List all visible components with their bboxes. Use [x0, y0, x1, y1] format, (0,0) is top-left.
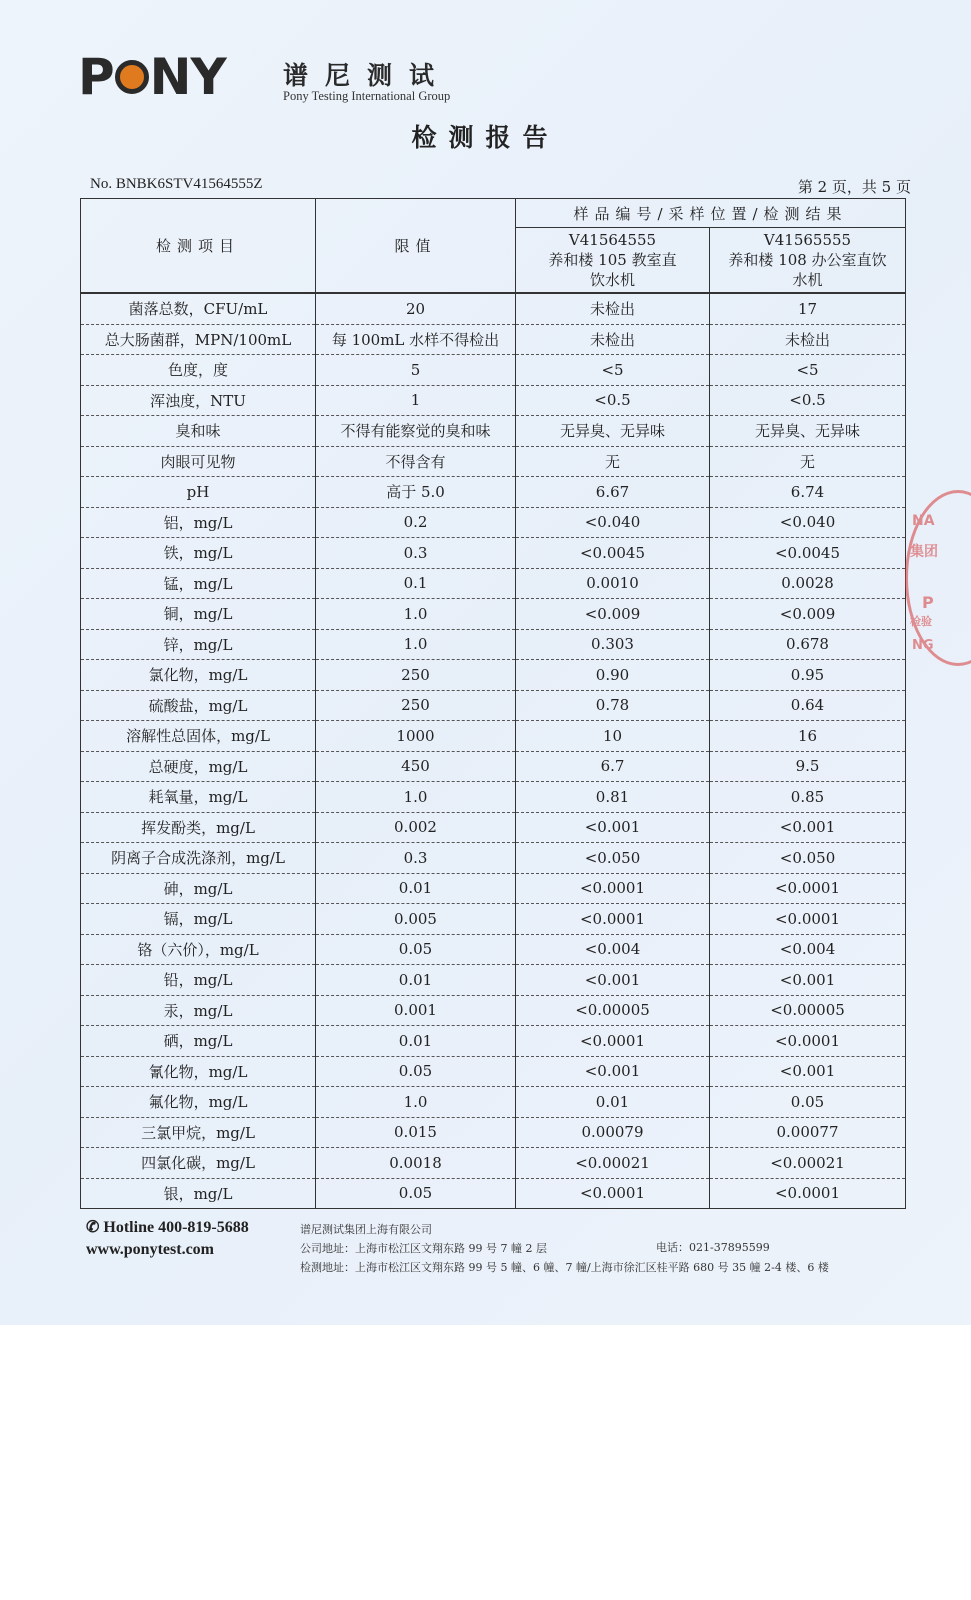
cell-result-2: 16: [710, 721, 906, 752]
table-row: [81, 599, 906, 630]
cell-result-1: <0.5: [516, 385, 710, 416]
cell-limit: 1000: [316, 721, 516, 752]
cell-item: 镉，mg/L: [81, 904, 316, 935]
cell-result-1: <0.004: [516, 934, 710, 965]
cell-item: 砷，mg/L: [81, 873, 316, 904]
table-row: [81, 446, 906, 477]
cell-limit: 0.3: [316, 843, 516, 874]
phone-icon: ✆: [86, 1219, 100, 1236]
cell-item: 氰化物，mg/L: [81, 1056, 316, 1087]
cell-item: 色度，度: [81, 355, 316, 386]
cell-limit: 不得有能察觉的臭和味: [316, 416, 516, 447]
logo-wordmark: P NY: [78, 48, 226, 106]
logo-o-mark: [115, 60, 149, 94]
cell-result-2: <0.001: [710, 965, 906, 996]
table-row: [81, 324, 906, 355]
cell-limit: 0.05: [316, 1056, 516, 1087]
sample-2-location: 养和楼 108 办公室直饮水机: [728, 251, 887, 289]
table-row: [81, 1087, 906, 1118]
cell-item: 铬（六价），mg/L: [81, 934, 316, 965]
table-row: [81, 568, 906, 599]
cell-limit: 每 100mL 水样不得检出: [316, 324, 516, 355]
cell-result-1: <0.0001: [516, 1026, 710, 1057]
cell-item: 锰，mg/L: [81, 568, 316, 599]
cell-limit: 1.0: [316, 782, 516, 813]
cell-result-1: <0.0045: [516, 538, 710, 569]
cell-result-2: <0.001: [710, 1056, 906, 1087]
cell-limit: 0.05: [316, 1178, 516, 1209]
table-header-row-1: [81, 199, 906, 228]
table-row: [81, 385, 906, 416]
header-sample-1: [516, 228, 710, 294]
cell-limit: 1: [316, 385, 516, 416]
sample-1-location: 养和楼 105 教室直饮水机: [548, 251, 677, 289]
table-row: [81, 1178, 906, 1209]
report-title: 检测报告: [411, 123, 560, 152]
hotline-text: Hotline 400-819-5688: [103, 1219, 249, 1236]
table-row: [81, 355, 906, 386]
cell-item: 挥发酚类，mg/L: [81, 812, 316, 843]
cell-item: 总大肠菌群，MPN/100mL: [81, 324, 316, 355]
page-info: 第 2 页，共 5 页: [797, 178, 911, 196]
cell-item: 氟化物，mg/L: [81, 1087, 316, 1118]
cell-item: 铅，mg/L: [81, 965, 316, 996]
cell-limit: 250: [316, 660, 516, 691]
cell-limit: 20: [316, 293, 516, 324]
cell-result-2: 无异臭、无异味: [710, 416, 906, 447]
cell-result-1: <0.050: [516, 843, 710, 874]
table-row: [81, 751, 906, 782]
cell-result-2: 未检出: [710, 324, 906, 355]
cell-result-2: <0.0045: [710, 538, 906, 569]
table-row: [81, 904, 906, 935]
cell-result-2: 无: [710, 446, 906, 477]
cell-result-1: 0.303: [516, 629, 710, 660]
cell-limit: 0.002: [316, 812, 516, 843]
cell-result-2: 0.00077: [710, 1117, 906, 1148]
table-row: [81, 477, 906, 508]
hotline: [86, 1217, 249, 1239]
cell-item: 臭和味: [81, 416, 316, 447]
cell-limit: 0.015: [316, 1117, 516, 1148]
company-name: 谱尼测试集团上海有限公司: [300, 1223, 432, 1236]
cell-item: 总硬度，mg/L: [81, 751, 316, 782]
cell-item: 铝，mg/L: [81, 507, 316, 538]
table-row: [81, 660, 906, 691]
report-number: No. BNBK6STV41564555Z: [90, 176, 263, 192]
table-row: [81, 843, 906, 874]
table-row: [81, 690, 906, 721]
cell-result-1: 0.00079: [516, 1117, 710, 1148]
header-limit: 限值: [316, 199, 516, 294]
header-sample-group: 样品编号/采样位置/检测结果: [516, 199, 906, 228]
cell-result-1: 6.67: [516, 477, 710, 508]
cell-limit: 0.1: [316, 568, 516, 599]
cell-result-1: <0.00005: [516, 995, 710, 1026]
table-row: [81, 629, 906, 660]
cell-item: 菌落总数，CFU/mL: [81, 293, 316, 324]
cell-limit: 0.3: [316, 538, 516, 569]
cell-result-1: 0.78: [516, 690, 710, 721]
cell-item: 溶解性总固体，mg/L: [81, 721, 316, 752]
table-row: [81, 873, 906, 904]
cell-item: 肉眼可见物: [81, 446, 316, 477]
cell-result-2: <0.0001: [710, 873, 906, 904]
table-row: [81, 782, 906, 813]
cell-result-1: 10: [516, 721, 710, 752]
company-logo: [78, 48, 226, 106]
red-seal-stamp: NA 集团 P 检验 NG: [905, 490, 971, 666]
cell-result-2: <0.00005: [710, 995, 906, 1026]
cell-result-2: <0.0001: [710, 1178, 906, 1209]
table-row: [81, 1117, 906, 1148]
table-row: [81, 507, 906, 538]
cell-result-2: <0.0001: [710, 1026, 906, 1057]
cell-result-2: 6.74: [710, 477, 906, 508]
cell-limit: 0.01: [316, 873, 516, 904]
company-address: 公司地址：上海市松江区文翔东路 99 号 7 幢 2 层: [300, 1242, 547, 1255]
table-row: [81, 416, 906, 447]
cell-result-1: <0.001: [516, 1056, 710, 1087]
cell-result-2: 17: [710, 293, 906, 324]
cell-result-2: <0.009: [710, 599, 906, 630]
table-row: [81, 934, 906, 965]
cell-result-2: <5: [710, 355, 906, 386]
cell-result-2: 9.5: [710, 751, 906, 782]
cell-result-2: 0.678: [710, 629, 906, 660]
cell-result-2: 0.85: [710, 782, 906, 813]
cell-limit: 1.0: [316, 1087, 516, 1118]
cell-item: 阴离子合成洗涤剂，mg/L: [81, 843, 316, 874]
cell-item: 锌，mg/L: [81, 629, 316, 660]
header-sample-2: [710, 228, 906, 294]
cell-item: 三氯甲烷，mg/L: [81, 1117, 316, 1148]
cell-result-2: <0.5: [710, 385, 906, 416]
cell-result-1: 0.90: [516, 660, 710, 691]
cell-result-2: <0.0001: [710, 904, 906, 935]
table-row: [81, 1148, 906, 1179]
cell-result-2: <0.040: [710, 507, 906, 538]
table-row: [81, 1026, 906, 1057]
footer-contact: [86, 1217, 249, 1261]
table-row: [81, 1056, 906, 1087]
cell-item: 耗氧量，mg/L: [81, 782, 316, 813]
results-table: [80, 198, 906, 1209]
table-row: [81, 721, 906, 752]
cell-limit: 450: [316, 751, 516, 782]
cell-limit: 0.005: [316, 904, 516, 935]
cell-limit: 0.2: [316, 507, 516, 538]
cell-result-2: <0.00021: [710, 1148, 906, 1179]
table-row: [81, 995, 906, 1026]
cell-result-1: <0.0001: [516, 904, 710, 935]
cell-item: 氯化物，mg/L: [81, 660, 316, 691]
cell-limit: 1.0: [316, 599, 516, 630]
cell-result-1: <0.001: [516, 965, 710, 996]
cell-result-1: <0.001: [516, 812, 710, 843]
cell-result-1: <5: [516, 355, 710, 386]
cell-result-1: <0.0001: [516, 1178, 710, 1209]
cell-limit: 高于 5.0: [316, 477, 516, 508]
sample-1-id: V41564555: [568, 231, 657, 249]
cell-item: pH: [81, 477, 316, 508]
cell-item: 铁，mg/L: [81, 538, 316, 569]
lab-address: 检测地址：上海市松江区文翔东路 99 号 5 幢、6 幢、7 幢/上海市徐汇区桂平路 680 号 35 幢 2-4 楼、6 楼: [300, 1261, 829, 1274]
cell-result-2: 0.05: [710, 1087, 906, 1118]
website-link[interactable]: www.ponytest.com: [86, 1241, 214, 1258]
cell-item: 四氯化碳，mg/L: [81, 1148, 316, 1179]
cell-result-1: 0.0010: [516, 568, 710, 599]
cell-result-2: 0.0028: [710, 568, 906, 599]
logo-cn-name: 谱尼测试: [283, 61, 452, 90]
cell-item: 浑浊度，NTU: [81, 385, 316, 416]
cell-result-2: <0.050: [710, 843, 906, 874]
cell-item: 铜，mg/L: [81, 599, 316, 630]
cell-result-1: 未检出: [516, 324, 710, 355]
cell-result-2: 0.64: [710, 690, 906, 721]
table-row: [81, 965, 906, 996]
cell-limit: 不得含有: [316, 446, 516, 477]
cell-item: 硫酸盐，mg/L: [81, 690, 316, 721]
cell-result-2: <0.004: [710, 934, 906, 965]
header-item: 检测项目: [81, 199, 316, 294]
cell-limit: 0.0018: [316, 1148, 516, 1179]
table-row: [81, 812, 906, 843]
cell-limit: 5: [316, 355, 516, 386]
cell-item: 硒，mg/L: [81, 1026, 316, 1057]
cell-limit: 1.0: [316, 629, 516, 660]
cell-result-1: 0.01: [516, 1087, 710, 1118]
cell-result-1: 无: [516, 446, 710, 477]
table-row: [81, 538, 906, 569]
table-row: [81, 293, 906, 324]
cell-limit: 0.05: [316, 934, 516, 965]
cell-result-1: 无异臭、无异味: [516, 416, 710, 447]
cell-result-1: 6.7: [516, 751, 710, 782]
cell-result-1: 未检出: [516, 293, 710, 324]
company-phone: 电话：021-37895599: [656, 1241, 770, 1254]
cell-limit: 250: [316, 690, 516, 721]
cell-result-1: 0.81: [516, 782, 710, 813]
cell-result-1: <0.00021: [516, 1148, 710, 1179]
cell-limit: 0.001: [316, 995, 516, 1026]
cell-limit: 0.01: [316, 1026, 516, 1057]
logo-en-name: Pony Testing International Group: [283, 89, 451, 103]
cell-result-1: <0.040: [516, 507, 710, 538]
cell-result-1: <0.0001: [516, 873, 710, 904]
cell-result-1: <0.009: [516, 599, 710, 630]
cell-item: 银，mg/L: [81, 1178, 316, 1209]
cell-limit: 0.01: [316, 965, 516, 996]
sample-2-id: V41565555: [763, 231, 852, 249]
cell-result-2: <0.001: [710, 812, 906, 843]
cell-item: 汞，mg/L: [81, 995, 316, 1026]
cell-result-2: 0.95: [710, 660, 906, 691]
